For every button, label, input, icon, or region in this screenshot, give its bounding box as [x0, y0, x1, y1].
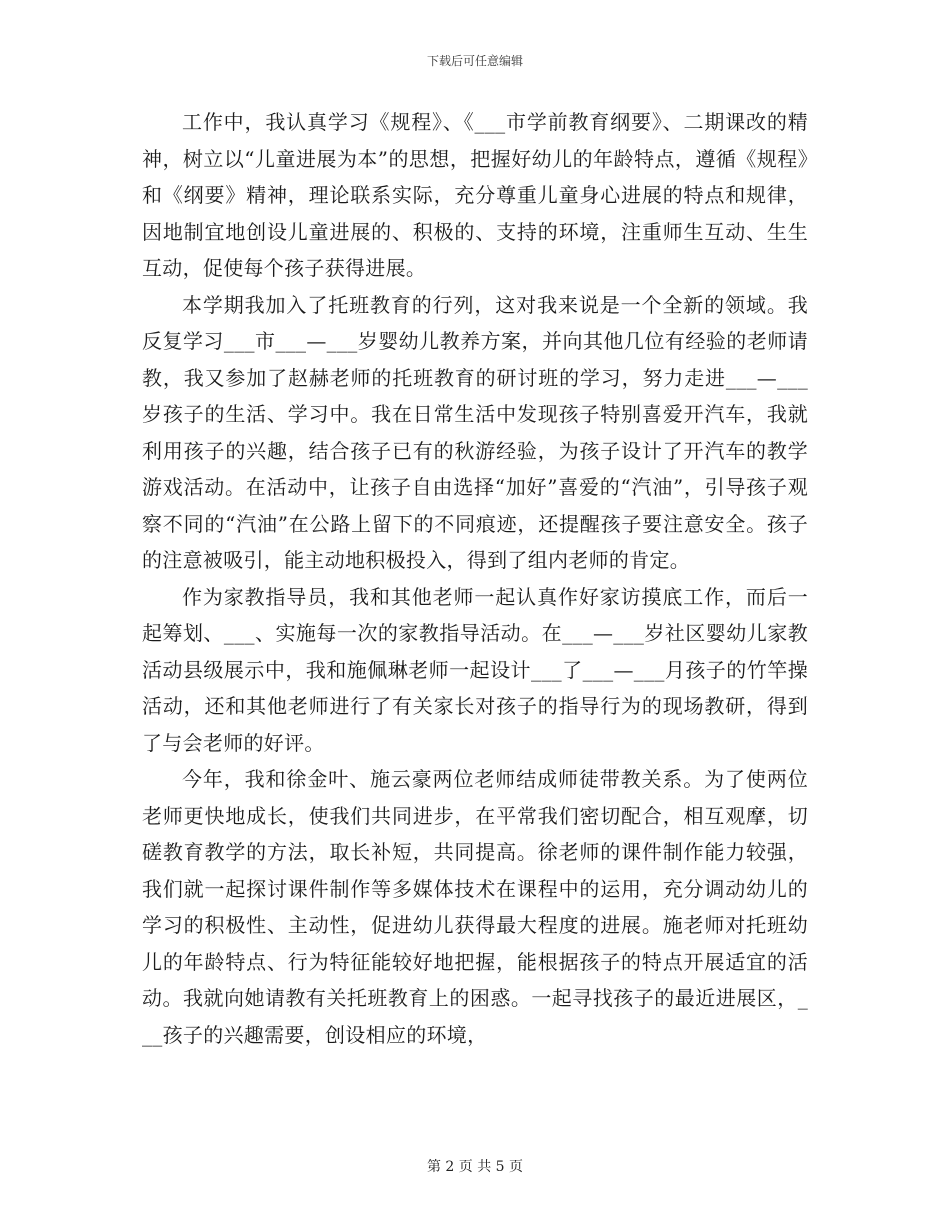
document-body [142, 104, 808, 1053]
paragraph-3: 作为家教指导员，我和其他老师一起认真作好家访摸底工作，而后一起筹划、___、实施每一次的家教指导活动。在___—___岁社区婴幼儿家教活动县级展示中，我和施佩琳老师一起设计___了___—___月孩子的竹竿操活动，还和其他老师进行了有关家长对孩子的指导行为的现场教研，得到了与会老师的好评。 [142, 584, 808, 755]
page-header-note: 下载后可任意编辑 [426, 54, 523, 68]
paragraph-4: 今年，我和徐金叶、施云豪两位老师结成师徒带教关系。为了使两位老师更快地成长，使我们共同进步，在平常我们密切配合，相互观摩，切磋教育教学的方法，取长补短，共同提高。徐老师的课件制作能力较强，我们就一起探讨课件制作等多媒体技术在课程中的运用，充分调动幼儿的学习的积极性、主动性，促进幼儿获得最大程度的进展。施老师对托班幼儿的年龄特点、行为特征能较好地把握，能根据孩子的特点开展适宜的活动。我就向她请教有关托班教育上的困惑。一起寻找孩子的最近进展区，___孩子的兴趣需要，创设相应的环境， [142, 767, 808, 1047]
paragraph-1: 工作中，我认真学习《规程》、《___市学前教育纲要》、二期课改的精神，树立以“儿童进展为本”的思想，把握好幼儿的年龄特点，遵循《规程》和《纲要》精神，理论联系实际，充分尊重儿童身心进展的特点和规律，因地制宜地创设儿童进展的、积极的、支持的环境，注重师生互动、生生互动，促使每个孩子获得进展。 [142, 110, 808, 280]
page-number: 第 2 页 共 5 页 [426, 1159, 524, 1175]
paragraph-2: 本学期我加入了托班教育的行列，这对我来说是一个全新的领域。我反复学习___市___—___岁婴幼儿教养方案，并向其他几位有经验的老师请教，我又参加了赵赫老师的托班教育的研讨班的学习，努力走进___—___岁孩子的生活、学习中。我在日常生活中发现孩子特别喜爱开汽车，我就利用孩子的兴趣，结合孩子已有的秋游经验，为孩子设计了开汽车的教学游戏活动。在活动中，让孩子自由选择“加好”喜爱的“汽油”，引导孩子观察不同的“汽油”在公路上留下的不同痕迹，还提醒孩子要注意安全。孩子的注意被吸引，能主动地积极投入，得到了组内老师的肯定。 [142, 292, 808, 572]
